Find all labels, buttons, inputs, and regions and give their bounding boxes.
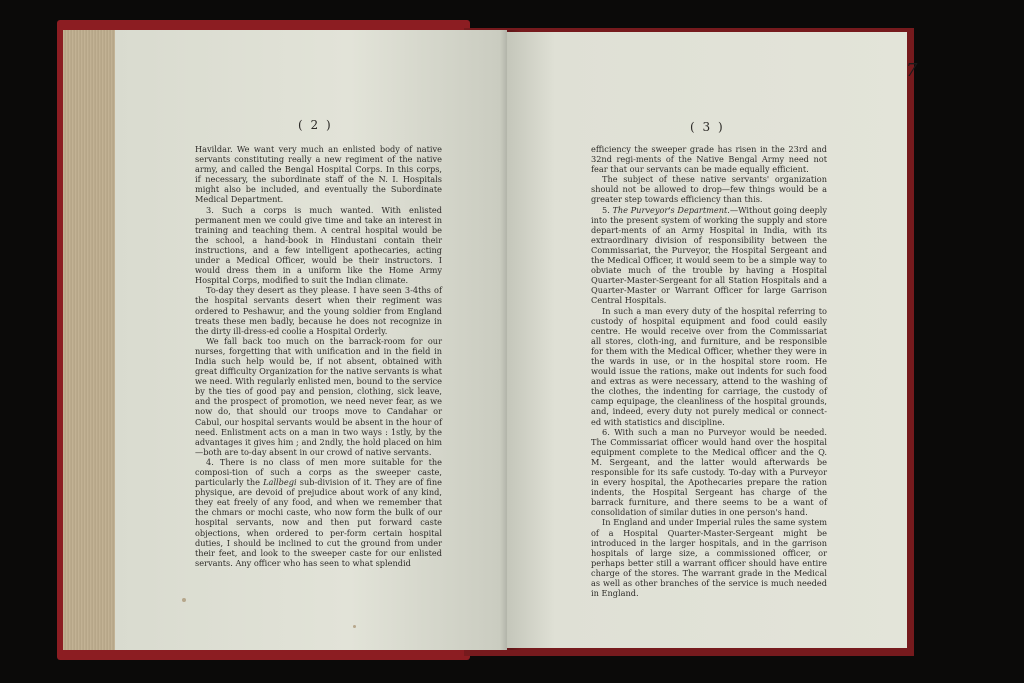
handwritten-mark: 7 bbox=[906, 60, 918, 81]
paragraph: The subject of these native servants' organization should not be allowed to drop—few things would be a greater step towards efficiency than this. bbox=[591, 174, 827, 205]
page-number-right: ( 3 ) bbox=[690, 120, 725, 134]
left-page-text bbox=[195, 144, 442, 568]
foxing-spot bbox=[353, 625, 356, 628]
paragraph-rest: —Without going deeply into the present system of working the supply and store depart-ments of an Army Hospital in India, with its extraordinary division of responsibility between the Commissariat, the Purveyor, the Hospital Sergeant and the Medical Officer, it would seem to be a simple way to obviate much of the trouble by having a Hospital Quarter-Master-Sergeant for all Station Hospitals and a Quarter-Master or Warrant Officer for large Garrison Central Hospitals. bbox=[591, 204, 827, 306]
paragraph bbox=[591, 205, 827, 306]
paragraph-lead: 4. There is no class of men more suitable for the composi-tion of such a corps as the sweeper caste, particularly the bbox=[195, 456, 442, 488]
paragraph: In England and under Imperial rules the same system of a Hospital Quarter-Master-Sergeant might be introduced in the larger hospitals, and in the garrison hospitals of large size, a commissioned officer, or perhaps better still a warrant officer should have entire charge of the stores. The warrant grade in the Medical as well as other branches of the service is much needed in England. bbox=[591, 517, 827, 599]
paragraph: 6. With such a man no Purveyor would be needed. The Commissariat officer would hand over the hospital equipment complete to the Medical officer and the Q. M. Sergeant, and the latter would afterwards be responsible for its safe custody. To-day with a Purveyor in every hospital, the Apothecaries prepare the ration indents, the Hospital Sergeant has charge of the barrack furniture, and there seems to be a want of consolidation of similar duties in one person's hand. bbox=[591, 426, 827, 518]
right-page bbox=[507, 32, 907, 648]
paragraph: To-day they desert as they please. I have seen 3-4ths of the hospital servants desert when their regiment was ordered to Peshawur, and the young soldier from England treats these men badly, because he does not recognize in the dirty ill-dress-ed coolie a Hospital Orderly. bbox=[195, 285, 442, 336]
left-page bbox=[115, 30, 507, 650]
italic-term: Lallbegi bbox=[263, 477, 297, 488]
page-stack-edge bbox=[63, 30, 123, 650]
italic-heading: The Purveyor's Department. bbox=[612, 204, 730, 215]
paragraph-lead: 5. bbox=[602, 204, 613, 215]
foxing-spot bbox=[182, 598, 186, 602]
paragraph: efficiency the sweeper grade has risen in the 23rd and 32nd regi-ments of the Native Bengal Army need not fear that our servants can be made equally efficient. bbox=[591, 144, 827, 175]
paragraph: Havildar. We want very much an enlisted body of native servants constituting really a new regiment of the native army, and called the Bengal Hospital Corps. In this corps, if necessary, the subordinate staff of the N. I. Hospitals might also be included, and eventually the Subordinate Medical Department. bbox=[195, 144, 442, 205]
paragraph: We fall back too much on the barrack-room for our nurses, forgetting that with unification and in the field in India such help would be, if not absent, obtained with great difficulty Organization for the native servants is what we need. With regularly enlisted men, bound to the service by the ties of good pay and pension, clothing, sick leave, and the prospect of promotion, we need never fear, as we now do, that should our troops move to Candahar or Cabul, our hospital servants would be absent in the hour of need. Enlistment acts on a man in two ways : 1stly, by the advantages it gives him ; and 2ndly, the hold placed on him—both are to-day absent in our crowd of native servants. bbox=[195, 335, 442, 457]
paragraph: 3. Such a corps is much wanted. With enlisted permanent men we could give time and take an interest in training and teaching them. A central hospital would be the school, a hand-book in Hindustani contain their instructions, and a few intelligent apothecaries, acting under a Medical Officer, would be their instructors. I would dress them in a uniform like the Home Army Hospital Corps, modified to suit the Indian climate. bbox=[195, 204, 442, 286]
paragraph: In such a man every duty of the hospital referring to custody of hospital equipment and food could easily centre. He would receive over from the Commissariat all stores, cloth-ing, and furniture, and be responsible for them with the Medical Officer, whether they were in the wards in use, or in the hospital store room. He would issue the rations, make out indents for such food and extras as were necessary, attend to the washing of the clothes, the indenting for carriage, the custody of camp equipage, the cleanliness of the hospital grounds, and, indeed, every duty not purely medical or connect-ed with statistics and discipline. bbox=[591, 305, 827, 427]
right-page-text bbox=[591, 144, 827, 598]
paragraph-rest: sub-division of it. They are of fine physique, are devoid of prejudice about work of any kind, they eat freely of any food, and when we remember that the chmars or mochi caste, who now form the bulk of our hospital servants, now and then put forward caste objections, when ordered to per-form certain hospital duties, I should be inclined to cut the ground from under their feet, and look to the sweeper caste for our enlisted servants. Any officer who has seen to what splendid bbox=[195, 477, 442, 568]
page-number-left: ( 2 ) bbox=[298, 118, 333, 132]
paragraph bbox=[195, 457, 442, 568]
